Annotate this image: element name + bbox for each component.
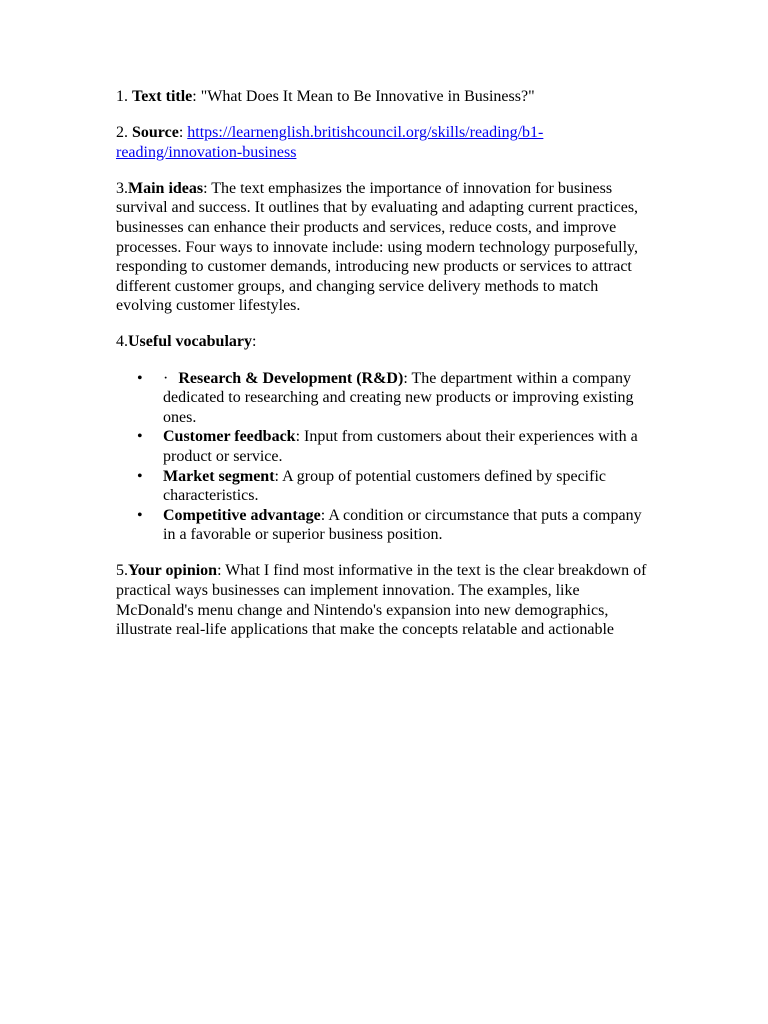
main-ideas-text: The text emphasizes the importance of innovation for business survival and success. It outlines that by evaluating and adapting current practices, businesses can enhance their products and services, reduce costs, and improve processes. Four ways to innovate include: using modern technology purposefully, responding to customer demands, introducing new products or services to attract different customer groups, and changing service delivery methods to match evolving customer lifestyles. — [116, 179, 639, 315]
opinion-label: Your opinion — [128, 562, 218, 580]
main-ideas-paragraph — [116, 179, 656, 316]
main-ideas-label: Main ideas — [128, 179, 204, 197]
vocabulary-definition: A group of potential customers defined by specific characteristics. — [163, 467, 606, 505]
opinion-paragraph — [116, 561, 656, 639]
vocabulary-list — [116, 369, 656, 545]
source-number: 2. — [116, 124, 132, 142]
text-title-separator: : — [192, 88, 201, 105]
main-ideas-separator: : — [203, 179, 212, 197]
middle-dot-glyph: · — [163, 369, 169, 387]
vocabulary-term: Market segment — [163, 467, 275, 485]
opinion-number: 5. — [116, 562, 128, 580]
vocabulary-separator: : — [252, 333, 257, 351]
text-title-paragraph — [116, 87, 656, 107]
vocabulary-separator: : — [320, 506, 329, 524]
vocabulary-definition: The department within a company dedicated to researching and creating new products or improving existing ones. — [163, 369, 634, 426]
source-separator: : — [178, 124, 188, 142]
vocabulary-term: Research & Development (R&D) — [178, 369, 404, 387]
source-link[interactable]: https://learnenglish.britishcouncil.org/skills/reading/b1-reading/innovation-business — [116, 124, 544, 161]
vocabulary-term: Competitive advantage — [163, 506, 321, 524]
opinion-text: What I find most informative in the text is the clear breakdown of practical ways businesses can implement innovation. The examples, like McDonald's menu change and Nintendo's expansion into new demographics, illustrate real-life applications that make the concepts relatable and actionable — [116, 562, 647, 639]
vocabulary-separator: : — [403, 369, 412, 387]
text-title-number: 1. — [116, 88, 132, 105]
vocabulary-definition: Input from customers about their experiences with a product or service. — [163, 428, 638, 465]
vocabulary-definition: A condition or circumstance that puts a company in a favorable or superior business position. — [163, 506, 642, 544]
opinion-separator: : — [217, 562, 226, 580]
list-item — [163, 427, 656, 466]
vocabulary-label: Useful vocabulary — [128, 333, 252, 351]
text-title-label: Text title — [132, 88, 193, 105]
source-paragraph — [116, 123, 656, 162]
vocabulary-term: Customer feedback — [163, 428, 296, 446]
vocabulary-heading — [116, 332, 656, 352]
list-item — [163, 467, 656, 506]
main-ideas-number: 3. — [116, 179, 128, 197]
list-item — [163, 369, 656, 428]
vocabulary-number: 4. — [116, 333, 128, 351]
vocabulary-separator: : — [274, 467, 283, 485]
document-body — [116, 87, 656, 656]
vocabulary-separator: : — [295, 428, 305, 446]
text-title-value: "What Does It Mean to Be Innovative in Business?" — [200, 88, 535, 105]
list-item — [163, 506, 656, 545]
source-label: Source — [132, 124, 179, 142]
